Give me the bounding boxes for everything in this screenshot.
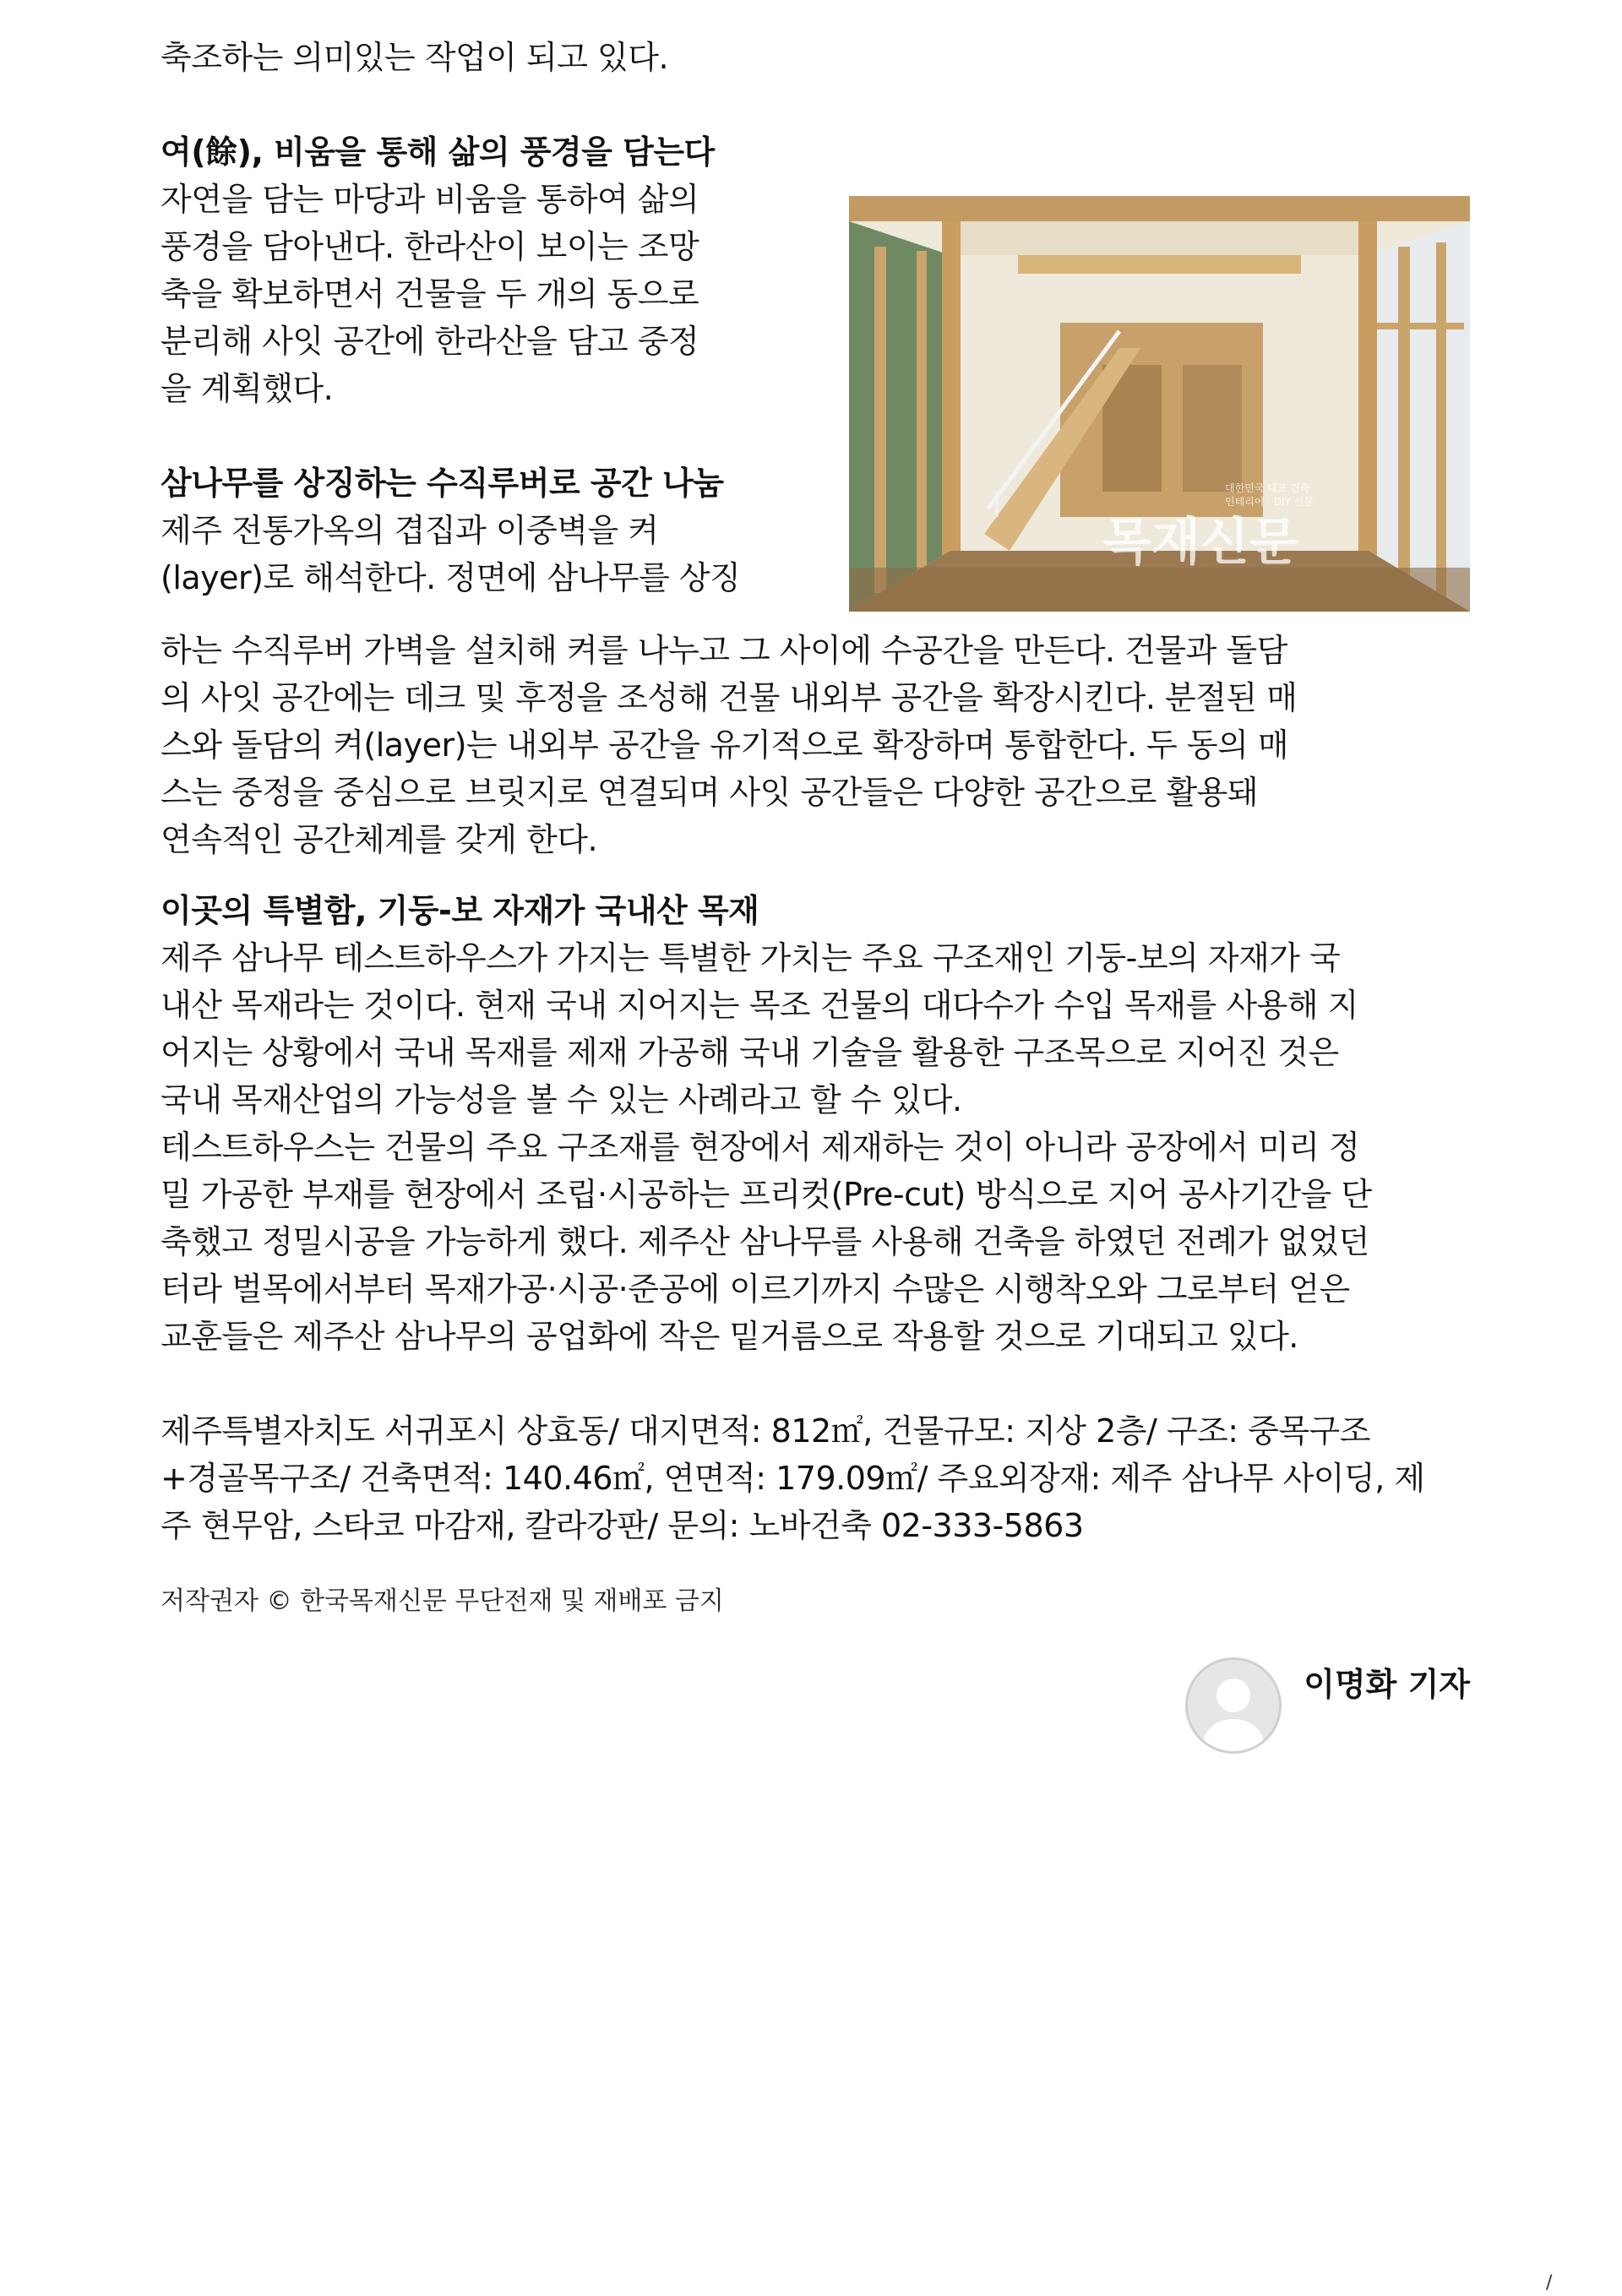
section-2-line: 의 사잇 공간에는 데크 및 후정을 조성해 건물 내외부 공간을 확장시킨다. 분절된 매 bbox=[161, 679, 1298, 716]
section-heading-1: 여(餘), 비움을 통해 삶의 풍경을 담는다 bbox=[161, 133, 715, 171]
section-3-line: 테스트하우스는 건물의 주요 구조재를 현장에서 제재하는 것이 아니라 공장에서 미리 정 bbox=[161, 1129, 1360, 1166]
section-2-line: 연속적인 공간체계를 갖게 한다. bbox=[161, 821, 598, 858]
section-heading-2: 삼나무를 상징하는 수직루버로 공간 나눔 bbox=[161, 465, 724, 502]
page-number: / bbox=[1546, 2272, 1553, 2293]
section-1-line: 분리해 사잇 공간에 한라산을 담고 중정 bbox=[161, 323, 699, 360]
section-2-line: 제주 전통가옥의 겹집과 이중벽을 켜 bbox=[161, 512, 659, 549]
section-3-line: 교훈들은 제주산 삼나무의 공업화에 작은 밑거름으로 작용할 것으로 기대되고 있다. bbox=[161, 1318, 1298, 1355]
user-silhouette-icon bbox=[1188, 1660, 1279, 1751]
specs-line: +경골목구조/ 건축면적: 140.46㎡, 연면적: 179.09㎡/ 주요외장재: 제주 삼나무 사이딩, 제 bbox=[161, 1460, 1425, 1497]
section-2-line: (layer)로 해석한다. 정면에 삼나무를 상징 bbox=[161, 559, 741, 596]
reporter-byline[interactable] bbox=[161, 1657, 1470, 1754]
section-3-line: 제주 삼나무 테스트하우스가 가지는 특별한 가치는 주요 구조재인 기둥-보의 자재가 국 bbox=[161, 939, 1341, 977]
avatar[interactable] bbox=[1185, 1657, 1282, 1754]
watermark-main: 목재신문 bbox=[1102, 513, 1298, 572]
reporter-name[interactable]: 이명화 기자 bbox=[1304, 1666, 1470, 1703]
section-1-line: 풍경을 담아낸다. 한라산이 보이는 조망 bbox=[161, 228, 699, 265]
section-3-line: 국내 목재산업의 가능성을 볼 수 있는 사례라고 할 수 있다. bbox=[161, 1081, 962, 1118]
section-3-line: 어지는 상황에서 국내 목재를 제재 가공해 국내 기술을 활용한 구조목으로 지어진 것은 bbox=[161, 1034, 1339, 1071]
watermark-small-2: 인테리어 · DIY 신문 bbox=[1225, 496, 1314, 508]
interior-photo-illustration bbox=[849, 196, 1470, 612]
section-3-line: 터라 벌목에서부터 목재가공·시공·준공에 이르기까지 수많은 시행착오와 그로부터 얻은 bbox=[161, 1270, 1350, 1308]
section-2-line: 하는 수직루버 가벽을 설치해 켜를 나누고 그 사이에 수공간을 만든다. 건물과 돌담 bbox=[161, 632, 1287, 669]
section-3-line: 밀 가공한 부재를 현장에서 조립·시공하는 프리컷(Pre-cut) 방식으로 지어 공사기간을 단 bbox=[161, 1176, 1372, 1213]
section-1-line: 을 계획했다. bbox=[161, 370, 334, 407]
section-1-line: 자연을 담는 마당과 비움을 통하여 삶의 bbox=[161, 181, 699, 218]
section-2-line: 스와 돌담의 켜(layer)는 내외부 공간을 유기적으로 확장하며 통합한다. 두 동의 매 bbox=[161, 726, 1289, 764]
section-3-line: 내산 목재라는 것이다. 현재 국내 지어지는 목조 건물의 대다수가 수입 목재를 사용해 지 bbox=[161, 987, 1358, 1024]
section-1-line: 축을 확보하면서 건물을 두 개의 동으로 bbox=[161, 275, 699, 313]
specs-line: 주 현무암, 스타코 마감재, 칼라강판/ 문의: 노바건축 02-333-5863 bbox=[161, 1507, 1084, 1544]
section-2-line: 스는 중정을 중심으로 브릿지로 연결되며 사잇 공간들은 다양한 공간으로 활용돼 bbox=[161, 774, 1259, 811]
copyright-notice: 저작권자 © 한국목재신문 무단전재 및 재배포 금지 bbox=[161, 1586, 724, 1616]
section-3-line: 축했고 정밀시공을 가능하게 했다. 제주산 삼나무를 사용해 건축을 하였던 전례가 없었던 bbox=[161, 1223, 1369, 1260]
intro-tail: 축조하는 의미있는 작업이 되고 있다. bbox=[161, 39, 669, 76]
watermark-small-1: 대한민국 대표 건축 bbox=[1225, 482, 1310, 494]
section-heading-3: 이곳의 특별함, 기둥-보 자재가 국내산 목재 bbox=[161, 892, 759, 929]
specs-line: 제주특별자치도 서귀포시 상효동/ 대지면적: 812㎡, 건물규모: 지상 2층/ 구조: 중목구조 bbox=[161, 1412, 1370, 1450]
article-photo bbox=[849, 196, 1470, 612]
article-body bbox=[161, 34, 1470, 1754]
